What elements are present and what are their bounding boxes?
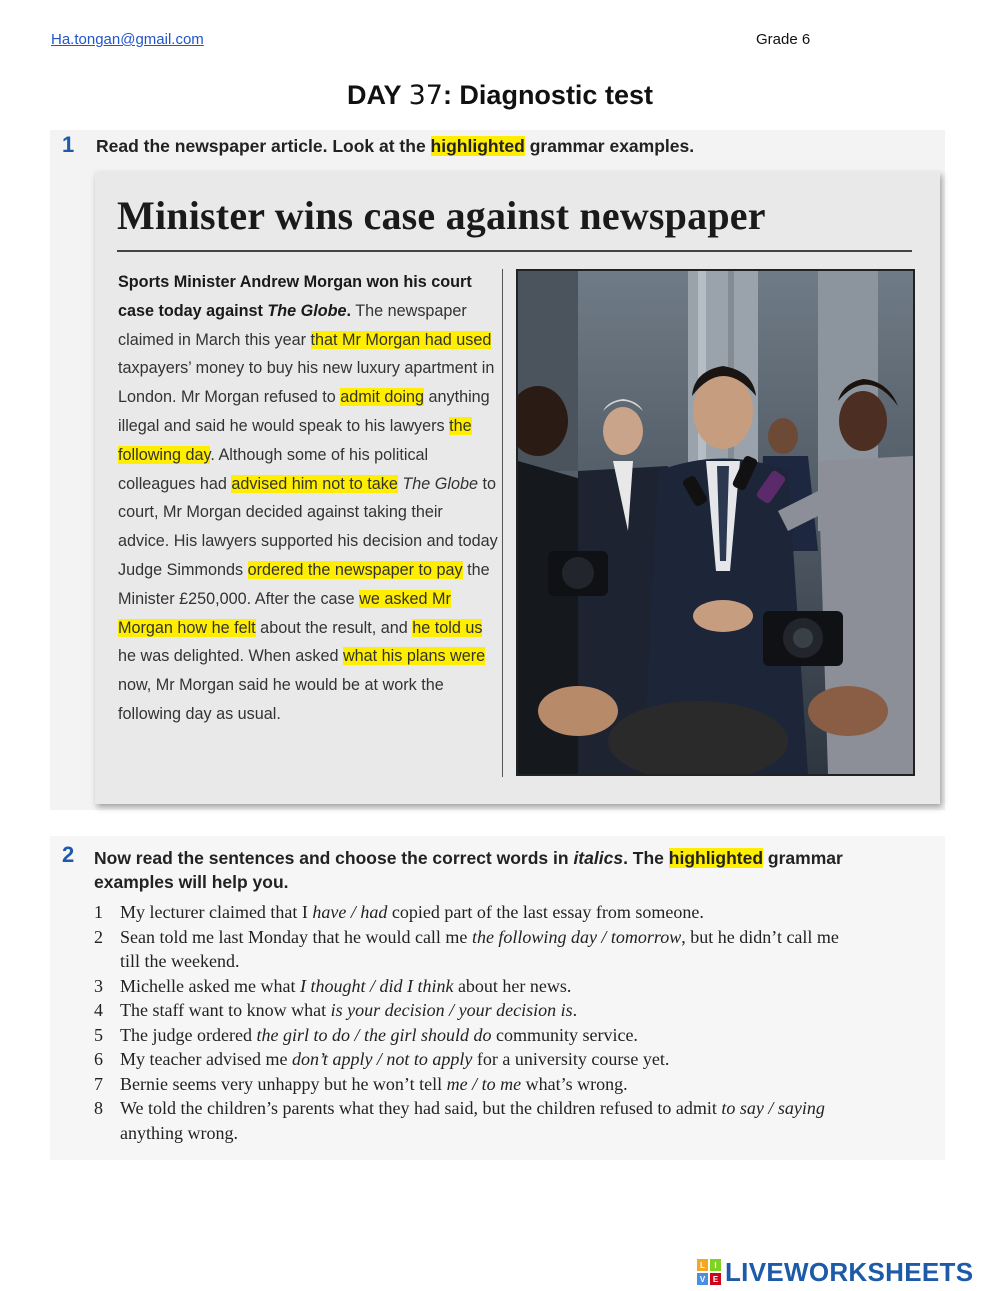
logo-text: LIVEWORKSHEETS bbox=[725, 1256, 974, 1287]
title-prefix: DAY bbox=[347, 80, 409, 110]
column-divider bbox=[502, 269, 503, 777]
instruction-highlight: highlighted bbox=[430, 136, 525, 156]
grammar-highlight: he told us bbox=[412, 618, 483, 637]
logo-letter: V bbox=[699, 1275, 706, 1284]
grammar-highlight: what his plans were bbox=[342, 647, 486, 666]
sentence-item: 4 The staff want to know what is your decision / your decision is. bbox=[94, 1000, 578, 1020]
sentence-item: 8 We told the children’s parents what they had said, but the children refused to admit to say / saying anything wrong. bbox=[94, 1098, 825, 1143]
article-headline: Minister wins case against newspaper bbox=[117, 193, 766, 238]
email-link[interactable]: Ha.tongan@gmail.com bbox=[51, 31, 204, 48]
sentence-item: 7 Bernie seems very unhappy but he won’t tell me / to me what’s wrong. bbox=[94, 1073, 628, 1094]
answer-choice[interactable]: me / to me bbox=[446, 1073, 522, 1094]
grammar-highlight: we asked Mr Morgan how he felt bbox=[118, 589, 451, 637]
sentence-item: 2 Sean told me last Monday that he would call me the following day / tomorrow, but he didn’t call me till the weekend. bbox=[94, 926, 839, 971]
newspaper-article bbox=[95, 172, 940, 804]
answer-choice[interactable]: is your decision / your decision is bbox=[330, 1000, 573, 1020]
logo-letter: E bbox=[712, 1275, 719, 1284]
answer-choice[interactable]: I thought / did I think bbox=[299, 975, 454, 996]
exercise-2 bbox=[50, 836, 945, 1160]
exercise-1-instruction bbox=[96, 136, 694, 157]
grade-label: Grade 6 bbox=[756, 31, 811, 48]
logo-letter: I bbox=[714, 1261, 717, 1270]
grammar-highlight: admit doing bbox=[340, 388, 424, 407]
page-title bbox=[0, 80, 1000, 111]
grammar-highlight: the following day bbox=[118, 416, 472, 464]
answer-choice[interactable]: the following day / tomorrow bbox=[471, 926, 682, 947]
answer-choice[interactable]: don’t apply / not to apply bbox=[291, 1049, 473, 1069]
article-lead: Sports Minister Andrew Morgan won his court case today against The Globe. bbox=[118, 273, 472, 320]
grammar-highlight: ordered the newspaper to pay bbox=[247, 560, 463, 579]
headline-divider bbox=[117, 250, 912, 252]
answer-choice[interactable]: the girl to do / the girl should do bbox=[256, 1024, 492, 1045]
logo-letter: L bbox=[700, 1261, 705, 1270]
exercise-2-sentences bbox=[94, 900, 854, 1145]
instruction-highlight: highlighted bbox=[668, 848, 764, 868]
answer-choice[interactable]: to say / saying bbox=[721, 1098, 825, 1118]
sentence-item: 5 The judge ordered the girl to do / the girl should do community service. bbox=[94, 1024, 638, 1045]
press-conference-photo bbox=[516, 269, 915, 776]
sentence-item: 6 My teacher advised me don’t apply / not to apply for a university course yet. bbox=[94, 1049, 670, 1069]
title-suffix: : Diagnostic test bbox=[442, 80, 653, 110]
liveworksheets-logo[interactable] bbox=[697, 1256, 973, 1288]
exercise-1-number: 1 bbox=[62, 132, 75, 157]
day-number: 37 bbox=[408, 80, 443, 111]
sentence-item: 1 My lecturer claimed that I have / had copied part of the last essay from someone. bbox=[94, 902, 704, 922]
grammar-highlight: that Mr Morgan had used bbox=[310, 330, 492, 349]
liveworksheets-icon bbox=[697, 1259, 721, 1285]
photo-illustration bbox=[518, 271, 913, 774]
sentence-item: 3 Michelle asked me what I thought / did I think about her news. bbox=[94, 975, 572, 996]
grammar-highlight: advised him not to take bbox=[231, 474, 398, 493]
exercise-2-instruction: Now read the sentences and choose the correct words in italics. The highlighted grammar examples will help you. bbox=[94, 848, 843, 892]
article-body: Sports Minister Andrew Morgan won his court case today against The Globe. The newspaper claimed in March this year that Mr Morgan had used taxpayers’ money to buy his new luxury apartment in London. Mr Morgan refused to admit doing anything illegal and said he would speak to his lawyers the following day. Although some of his political colleagues had advised him not to take The Globe to court, Mr Morgan decided against taking their advice. His lawyers supported his decision and today Judge Simmonds ordered the newspaper to pay the Minister £250,000. After the case we asked Mr Morgan how he felt about the result, and he told us he was delighted. When asked what his plans were now, Mr Morgan said he would be at work the following day as usual. bbox=[118, 273, 498, 723]
instruction-text: grammar examples. bbox=[524, 136, 695, 156]
answer-choice[interactable]: have / had bbox=[312, 902, 388, 922]
instruction-text: Read the newspaper article. Look at the bbox=[96, 136, 431, 156]
exercise-2-number: 2 bbox=[62, 842, 75, 867]
